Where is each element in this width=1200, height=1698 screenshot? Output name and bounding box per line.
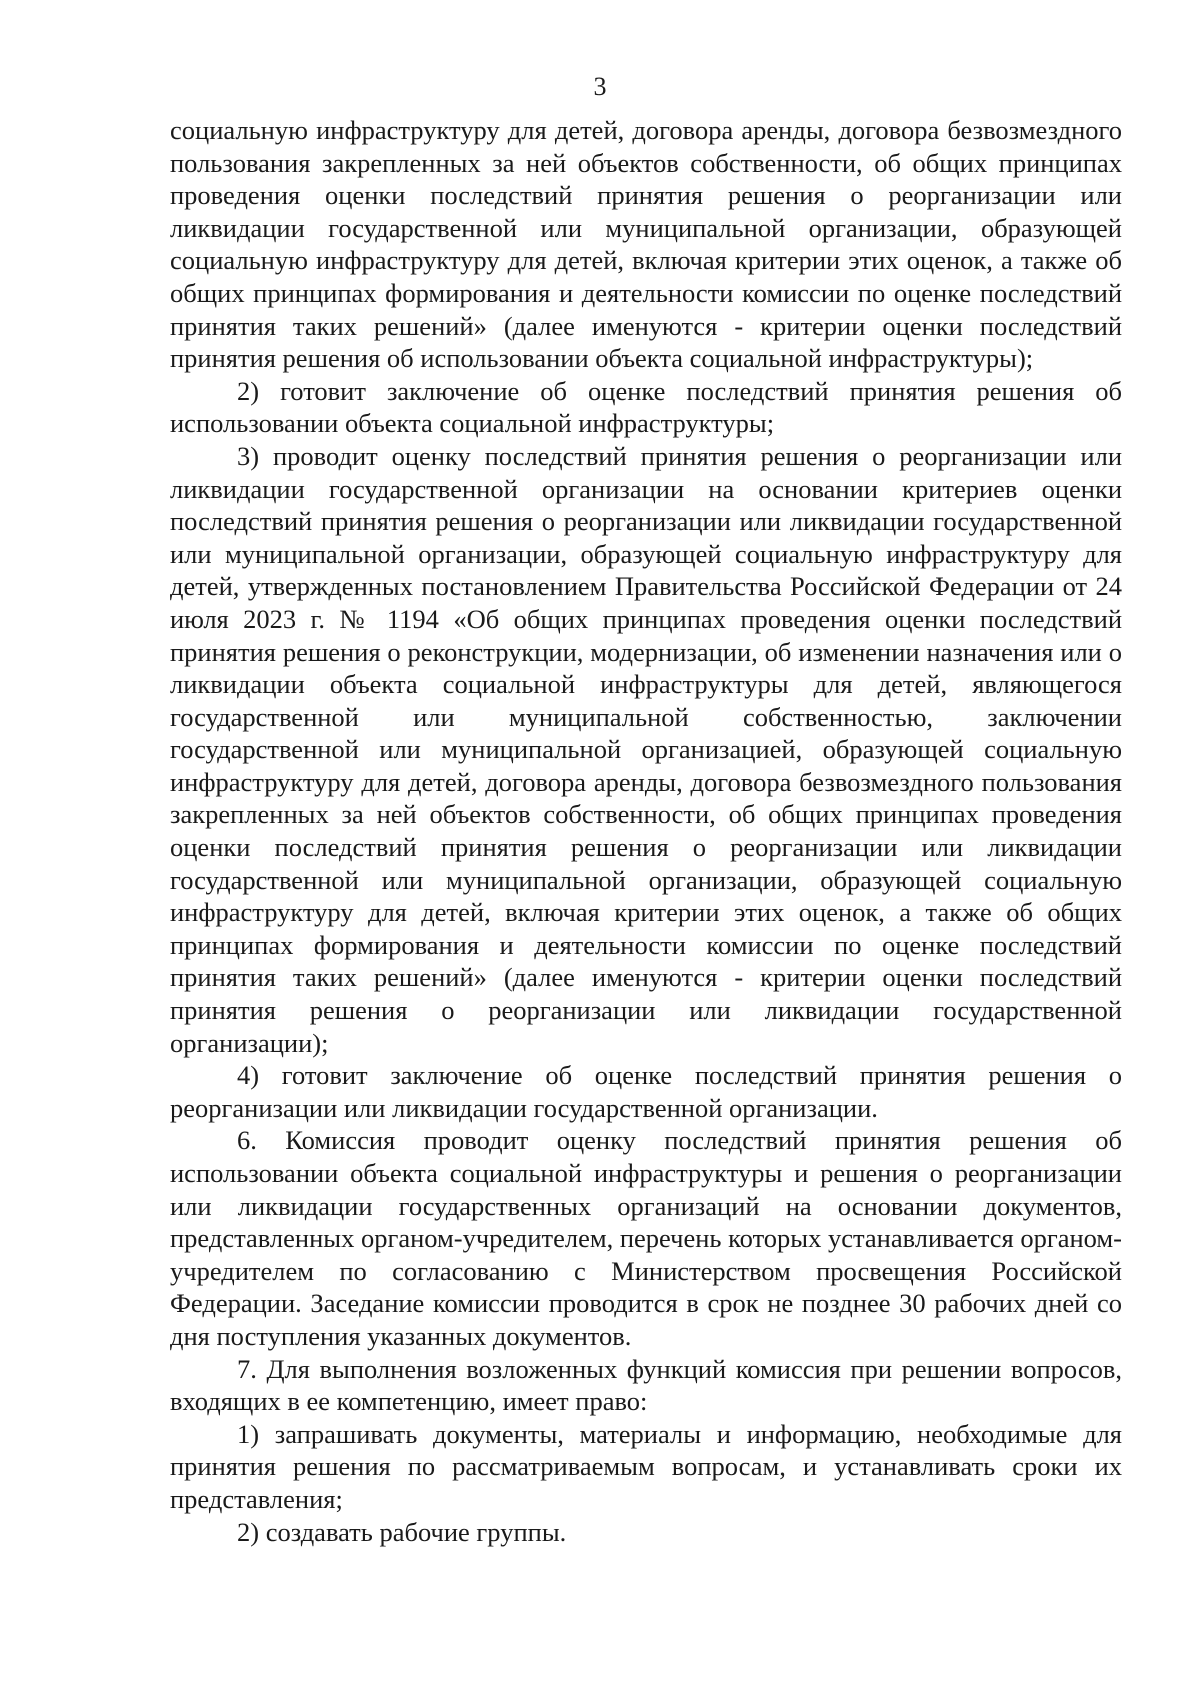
paragraph-clause-7: 7. Для выполнения возложенных функций комиссия при решении вопросов, входящих в ее компетенцию, имеет право: bbox=[170, 1353, 1122, 1417]
page-number: 3 bbox=[593, 72, 607, 101]
paragraph-item-2: 2) готовит заключение об оценке последствий принятия решения об использовании объекта социальной инфраструктуры; bbox=[170, 375, 1122, 439]
paragraph-continuation: социальную инфраструктуру для детей, договора аренды, договора безвозмездного пользования закрепленных за ней объектов собственности, об общих принципах проведения оценки последствий принятия решения о реорганизации или ликвидации государственной или муниципальной организации, образующей социальную инфраструктуру для детей, включая критерии этих оценок, а также об общих принципах формирования и деятельности комиссии по оценке последствий принятия таких решений» (далее именуются - критерии оценки последствий принятия решения об использовании объекта социальной инфраструктуры); bbox=[170, 115, 1122, 374]
paragraph-clause-6: 6. Комиссия проводит оценку последствий принятия решения об использовании объекта социальной инфраструктуры и решения о реорганизации или ликвидации государственных организаций на основании документов, представленных органом-учредителем, перечень которых устанавливается органом-учредителем по согласованию с Министерством просвещения Российской Федерации. Заседание комиссии проводится в срок не позднее 30 рабочих дней со дня поступления указанных документов. bbox=[170, 1125, 1122, 1351]
paragraph-item-4: 4) готовит заключение об оценке последствий принятия решения о реорганизации или ликвидации государственной организации. bbox=[170, 1060, 1122, 1123]
paragraph-clause-7-item-1: 1) запрашивать документы, материалы и информацию, необходимые для принятия решения по рассматриваемым вопросам, и устанавливать сроки их представления; bbox=[170, 1418, 1122, 1514]
paragraph-item-3: 3) проводит оценку последствий принятия решения о реорганизации или ликвидации государственной организации на основании критериев оценки последствий принятия решения о реорганизации или ликвидации государственной или муниципальной организации, образующей социальную инфраструктуру для детей, утвержденных постановлением Правительства Российской Федерации от 24 июля 2023 г. № 1194 «Об общих принципах проведения оценки последствий принятия решения о реконструкции, модернизации, об изменении назначения или о ликвидации объекта социальной инфраструктуры для детей, являющегося государственной или муниципальной собственностью, заключении государственной или муниципальной организацией, образующей социальную инфраструктуру для детей, договора аренды, договора безвозмездного пользования закрепленных за ней объектов собственности, об общих принципах проведения оценки последствий принятия решения о реорганизации или ликвидации государственной или муниципальной организации, образующей социальную инфраструктуру для детей, включая критерии этих оценок, а также об общих принципах формирования и деятельности комиссии по оценке последствий принятия таких решений» (далее именуются - критерии оценки последствий принятия решения о реорганизации или ликвидации государственной организации); bbox=[170, 440, 1122, 1058]
document-body bbox=[170, 114, 1122, 1548]
paragraph-clause-7-item-2: 2) создавать рабочие группы. bbox=[237, 1516, 567, 1547]
